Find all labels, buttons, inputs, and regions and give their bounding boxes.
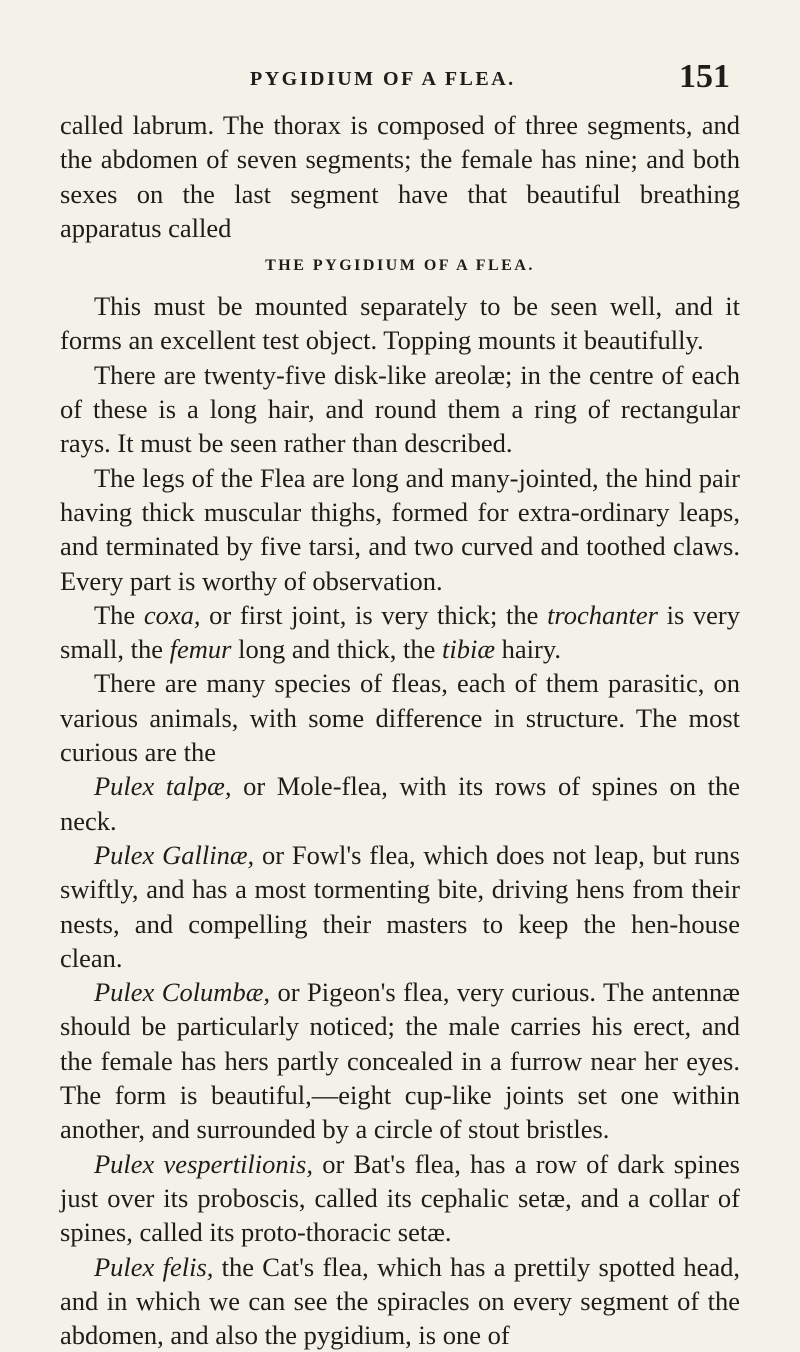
species-description: or Pigeon's flea, very curious. The antennæ should be particularly noticed; the male carries his erect, and the female has hers partly concealed in a furrow near her eyes. The form is beautiful,—eight cup-like joints set one within another, and surrounded by a circle of stout bristles.: [60, 977, 740, 1145]
text-run: long and thick, the: [231, 634, 442, 665]
body-text: [60, 108, 740, 1352]
species-description: or Mole-flea, with its rows of spines on the neck.: [60, 771, 740, 836]
term-trochanter: trochanter: [547, 599, 658, 630]
term-tibiae: tibiæ: [442, 634, 496, 665]
paragraph: called labrum. The thorax is composed of three segments, and the abdomen of seven segments; the female has nine; and both sexes on the last segment have that beautiful breathing apparatus called: [60, 110, 740, 243]
page-header: [250, 58, 730, 98]
species-name: Pulex vespertilionis,: [94, 1148, 313, 1179]
species-name: Pulex Columbæ,: [94, 977, 270, 1008]
species-description: the Cat's flea, which has a prettily spotted head, and in which we can see the spiracles on every segment of the abdomen, and also the pygidium, is one of: [60, 1251, 740, 1351]
species-description: or Fowl's flea, which does not leap, but runs swiftly, and has a most tormenting bite, driving hens from their nests, and compelling their masters to keep the hen-house clean.: [60, 839, 740, 973]
species-name: Pulex talpæ,: [94, 771, 232, 802]
paragraph: This must be mounted separately to be seen well, and it forms an excellent test object. Topping mounts it beautifully.: [60, 291, 740, 356]
page-number: 151: [679, 58, 730, 95]
text-run: hairy.: [495, 634, 561, 665]
species-description: or Bat's flea, has a row of dark spines just over its proboscis, called its cephalic setæ, and a collar of spines, called its proto-thoracic setæ.: [60, 1148, 740, 1248]
species-name: Pulex felis,: [94, 1251, 214, 1282]
term-femur: femur: [169, 634, 232, 665]
species-entry: [60, 975, 740, 1146]
species-entry: [60, 838, 740, 975]
section-heading: THE PYGIDIUM OF A FLEA.: [265, 257, 535, 275]
paragraph: There are twenty-five disk-like areolæ; in the centre of each of these is a long hair, and round them a ring of rectangular rays. It must be seen rather than described.: [60, 359, 740, 459]
paragraph: The legs of the Flea are long and many-jointed, the hind pair having thick muscular thighs, formed for extra-ordinary leaps, and terminated by five tarsi, and two curved and toothed claws. Every part is worthy of observation.: [60, 462, 740, 596]
species-entry: [60, 1250, 740, 1352]
text-run: The: [94, 599, 144, 630]
text-run: is very small, the: [60, 599, 741, 665]
running-title: PYGIDIUM OF A FLEA.: [250, 68, 516, 90]
species-entry: [60, 769, 740, 838]
paragraph: [60, 598, 740, 667]
term-coxa: coxa,: [143, 599, 201, 630]
species-name: Pulex Gallinæ,: [94, 839, 255, 870]
text-run: or first joint, is very thick; the: [200, 599, 548, 630]
species-entry: [60, 1147, 740, 1250]
paragraph: There are many species of fleas, each of them parasitic, on various animals, with some difference in structure. The most curious are the: [60, 668, 740, 768]
